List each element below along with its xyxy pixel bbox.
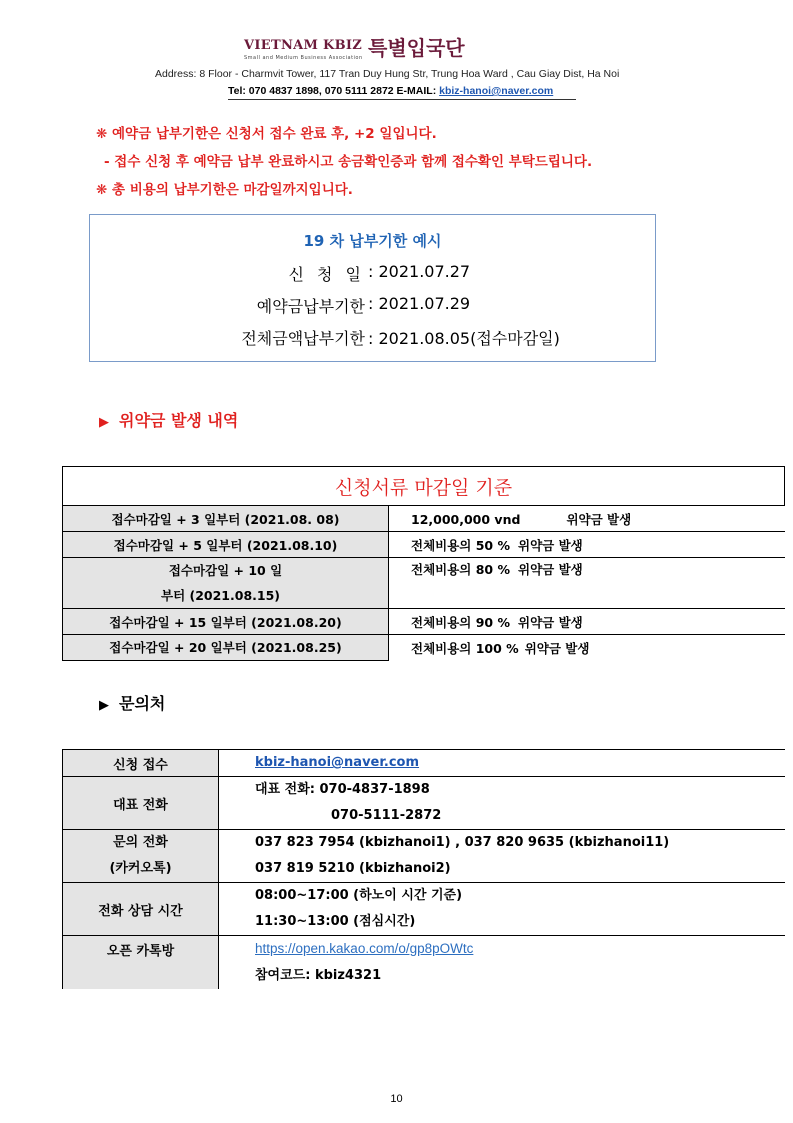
- apply-email-link[interactable]: kbiz-hanoi@naver.com: [255, 755, 420, 770]
- contact-label-hours: 전화 상담 시간: [63, 883, 219, 936]
- penalty-result: 위약금 발생: [524, 640, 590, 656]
- example-label-deposit: 예약금납부기한: [256, 297, 365, 316]
- hours-line2: 11:30~13:00 (점심시간): [255, 914, 416, 929]
- penalty-amount-cell: [389, 558, 785, 609]
- org-name-en: VIETNAM KBIZ: [244, 38, 363, 53]
- penalty-period: 접수마감일 + 20 일부터 (2021.08.25): [63, 635, 389, 661]
- example-value-total: : 2021.08.05(접수마감일): [368, 329, 560, 348]
- table-row: [63, 830, 786, 883]
- kakao-open-chat-link[interactable]: https://open.kakao.com/o/gp8pOWtc: [255, 941, 474, 956]
- inquiry-line1: 037 823 7954 (kbizhanoi1) , 037 820 9635 (kbizhanoi11): [255, 835, 670, 850]
- penalty-section-heading: [99, 408, 238, 431]
- table-row: [63, 635, 785, 661]
- table-row: [63, 558, 785, 609]
- header-contact: [228, 85, 553, 97]
- penalty-period: 접수마감일 + 5 일부터 (2021.08.10): [63, 532, 389, 558]
- triangle-right-icon: ▶: [99, 698, 109, 713]
- org-subtitle: Small and Medium Business Association: [244, 55, 363, 61]
- penalty-period-line2: 부터 (2021.08.15): [161, 588, 281, 603]
- inquiry-line2: 037 819 5210 (kbizhanoi2): [255, 861, 451, 876]
- table-row: [63, 883, 786, 936]
- inquiry-label-line2: (카커오톡): [109, 861, 172, 876]
- penalty-period: [63, 558, 389, 609]
- notice-confirm-request: - 접수 신청 후 예약금 납부 완료하시고 송금확인증과 함께 접수확인 부탁드립니다.: [104, 154, 593, 170]
- notice-deposit-deadline: ❋ 예약금 납부기한은 신청서 접수 완료 후, +2 일입니다.: [96, 126, 437, 142]
- penalty-table-title: 신청서류 마감일 기준: [63, 467, 785, 506]
- contact-value-kakao: [219, 936, 786, 990]
- example-label-total: 전체금액납부기한: [241, 329, 365, 348]
- penalty-amount-cell: [389, 635, 785, 661]
- contact-label-phone: 대표 전화: [63, 777, 219, 830]
- penalty-result: 위약금 발생: [518, 562, 583, 577]
- table-row: [63, 532, 785, 558]
- penalty-period-line1: 접수마감일 + 10 일: [168, 563, 283, 578]
- penalty-result: 위약금 발생: [518, 537, 583, 553]
- page-number: 10: [390, 1093, 403, 1105]
- org-name-ko: 특별입국단: [368, 36, 465, 60]
- penalty-amount: 12,000,000 vnd: [411, 511, 521, 527]
- table-row: [63, 777, 786, 830]
- penalty-amount-cell: [389, 532, 785, 558]
- contact-value-inquiry: [219, 830, 786, 883]
- contact-table: [62, 749, 785, 989]
- header-address: Address: 8 Floor - Charmvit Tower, 117 Tran Duy Hung Str, Trung Hoa Ward , Cau Giay Dist, Ha Noi: [155, 68, 620, 80]
- contact-label-inquiry: [63, 830, 219, 883]
- penalty-table: [62, 466, 785, 661]
- contact-label-kakao: 오픈 카톡방: [63, 936, 219, 990]
- triangle-right-icon: ▶: [99, 415, 109, 430]
- notice-total-deadline: ❋ 총 비용의 납부기한은 마감일까지입니다.: [96, 182, 353, 198]
- example-label-apply: 신 청 일: [288, 265, 365, 284]
- contact-value-hours: [219, 883, 786, 936]
- contact-section-title: 문의처: [119, 694, 166, 713]
- table-row: [63, 609, 785, 635]
- header-email-link[interactable]: kbiz-hanoi@naver.com: [439, 85, 554, 97]
- penalty-amount-cell: [389, 506, 785, 532]
- contact-value-apply: [219, 750, 786, 777]
- example-title: 19 차 납부기한 예시: [303, 232, 442, 250]
- hours-line1: 08:00~17:00 (하노이 시간 기준): [255, 888, 463, 903]
- table-row: [63, 750, 786, 777]
- penalty-amount: 전체비용의 80 %: [411, 562, 510, 577]
- penalty-period: 접수마감일 + 15 일부터 (2021.08.20): [63, 609, 389, 635]
- phone-line2: 070-5111-2872: [331, 808, 442, 823]
- penalty-result: 위약금 발생: [566, 511, 632, 527]
- penalty-amount-cell: [389, 609, 785, 635]
- penalty-period: 접수마감일 + 3 일부터 (2021.08. 08): [63, 506, 389, 532]
- header-divider: [228, 99, 576, 100]
- penalty-result: 위약금 발생: [518, 614, 583, 630]
- penalty-section-title: 위약금 발생 내역: [119, 411, 239, 430]
- table-row: [63, 506, 785, 532]
- phone-line1: 대표 전화: 070-4837-1898: [255, 782, 430, 797]
- penalty-amount: 전체비용의 100 %: [411, 640, 519, 656]
- kakao-code: 참여코드: kbiz4321: [255, 968, 382, 983]
- contact-label-apply: 신청 접수: [63, 750, 219, 777]
- contact-value-phone: [219, 777, 786, 830]
- header-tel: Tel: 070 4837 1898, 070 5111 2872 E-MAIL:: [228, 85, 440, 97]
- example-value-deposit: : 2021.07.29: [368, 294, 471, 313]
- inquiry-label-line1: 문의 전화: [113, 835, 168, 850]
- table-row: [63, 936, 786, 990]
- penalty-amount: 전체비용의 90 %: [411, 614, 510, 630]
- example-value-apply: : 2021.07.27: [368, 262, 471, 281]
- contact-section-heading: [99, 691, 165, 714]
- penalty-amount: 전체비용의 50 %: [411, 537, 510, 553]
